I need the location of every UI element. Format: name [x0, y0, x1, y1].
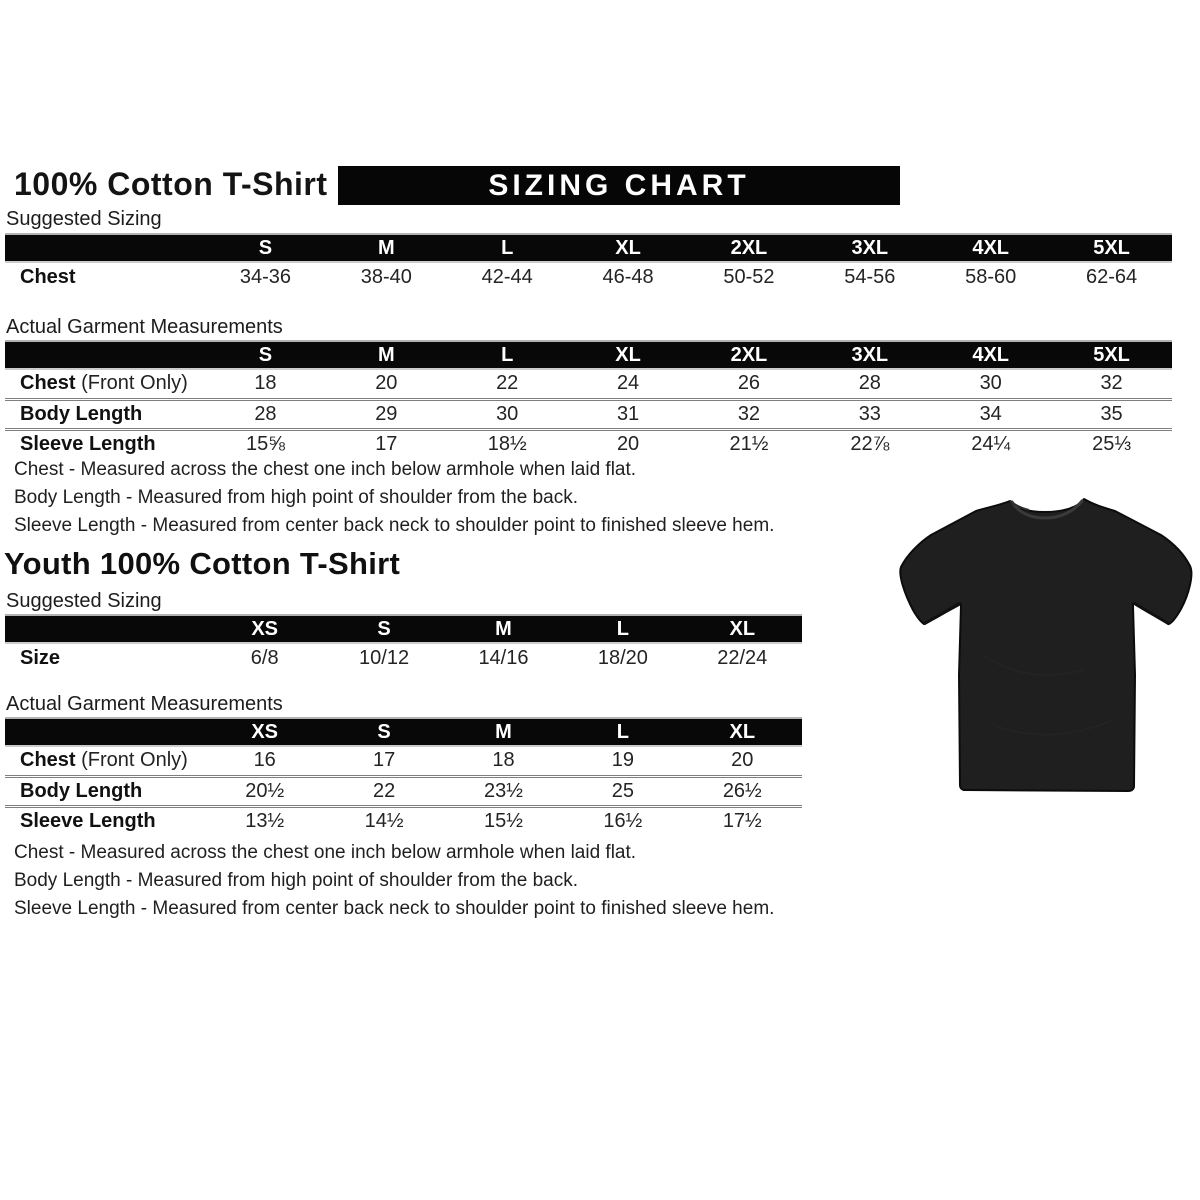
row-label: Chest	[20, 266, 76, 288]
column-header-l: L	[563, 718, 682, 746]
column-header-xs: XS	[205, 718, 324, 746]
table-corner-cell	[5, 718, 205, 746]
table-cell: 16	[253, 749, 276, 772]
table-cell: 24¼	[930, 429, 1051, 459]
column-header-s: S	[324, 718, 443, 746]
table-cell: 24	[616, 372, 640, 395]
note-body-length: Body Length - Measured from high point of shoulder from the back.	[14, 487, 578, 508]
column-header-m: M	[326, 234, 447, 262]
youth-actual-measurements-label: Actual Garment Measurements	[6, 693, 283, 715]
column-header-5xl: 5XL	[1051, 341, 1172, 369]
adult-measurement-notes	[14, 460, 774, 544]
column-header-s: S	[205, 341, 326, 369]
table-cell: 22	[496, 372, 519, 395]
column-header-xl: XL	[568, 341, 689, 369]
table-cell: 26	[737, 372, 761, 395]
row-label: Chest (Front Only)	[20, 372, 188, 395]
column-header-4xl: 4XL	[930, 234, 1051, 262]
column-header-m: M	[326, 341, 447, 369]
table-cell: 30	[447, 399, 568, 429]
table-cell: 31	[568, 399, 689, 429]
table-cell: 28	[205, 399, 326, 429]
note-chest: Chest - Measured across the chest one inch below armhole when laid flat.	[14, 459, 637, 480]
table-cell: 14/16	[478, 647, 529, 669]
column-header-5xl: 5XL	[1051, 234, 1172, 262]
table-cell: 46-48	[602, 266, 654, 288]
row-label: Chest (Front Only)	[20, 749, 188, 772]
adult-actual-measurements-table	[5, 340, 1172, 459]
youth-actual-measurements-table	[5, 717, 802, 836]
page-title: 100% Cotton T-Shirt	[14, 166, 328, 202]
table-row	[5, 776, 802, 806]
column-header-xl: XL	[568, 234, 689, 262]
table-cell: 32	[689, 399, 810, 429]
column-header-3xl: 3XL	[809, 341, 930, 369]
header-row	[5, 718, 802, 746]
note-sleeve-length: Sleeve Length - Measured from center back neck to shoulder point to finished sleeve hem.	[14, 515, 775, 536]
column-header-l: L	[447, 234, 568, 262]
column-header-l: L	[447, 341, 568, 369]
table-cell: 34-36	[239, 266, 292, 288]
header-row	[5, 341, 1172, 369]
table-cell: 23½	[444, 776, 563, 806]
sizing-table	[5, 717, 802, 836]
table-cell: 34	[930, 399, 1051, 429]
table-cell: 42-44	[481, 266, 533, 288]
column-header-s: S	[324, 615, 443, 643]
row-label: Sleeve Length	[5, 429, 205, 459]
column-header-m: M	[444, 718, 563, 746]
table-cell: 20½	[205, 776, 324, 806]
table-cell: 6/8	[250, 647, 279, 669]
table-cell: 18½	[447, 429, 568, 459]
table-cell: 19	[611, 749, 634, 772]
column-header-4xl: 4XL	[930, 341, 1051, 369]
table-row	[5, 806, 802, 836]
row-label: Body Length	[5, 399, 205, 429]
adult-suggested-sizing-label: Suggested Sizing	[6, 208, 162, 230]
table-cell: 17½	[683, 806, 802, 836]
table-row	[5, 643, 802, 673]
sizing-table	[5, 340, 1172, 459]
youth-suggested-sizing-label: Suggested Sizing	[6, 590, 162, 612]
sizing-table	[5, 614, 802, 673]
table-cell: 10/12	[359, 647, 410, 669]
table-corner-cell	[5, 615, 205, 643]
header-row	[5, 234, 1172, 262]
column-header-2xl: 2XL	[689, 234, 810, 262]
table-cell: 22	[324, 776, 443, 806]
adult-suggested-sizing-table	[5, 233, 1172, 292]
table-cell: 29	[326, 399, 447, 429]
note-chest: Chest - Measured across the chest one inch below armhole when laid flat.	[14, 842, 637, 863]
column-header-3xl: 3XL	[809, 234, 930, 262]
table-corner-cell	[5, 234, 205, 262]
table-row	[5, 746, 802, 776]
youth-section-title: Youth 100% Cotton T-Shirt	[4, 546, 401, 581]
table-row	[5, 262, 1172, 292]
table-cell: 20	[375, 372, 398, 395]
table-cell: 30	[979, 372, 1002, 395]
column-header-xl: XL	[683, 615, 802, 643]
table-row	[5, 369, 1172, 399]
row-label: Size	[20, 647, 61, 669]
table-cell: 16½	[563, 806, 682, 836]
table-cell: 17	[326, 429, 447, 459]
table-cell: 18	[254, 372, 277, 395]
youth-suggested-sizing-table	[5, 614, 802, 673]
adult-actual-measurements-label: Actual Garment Measurements	[6, 316, 283, 338]
column-header-s: S	[205, 234, 326, 262]
table-cell: 32	[1100, 372, 1123, 395]
table-row	[5, 429, 1172, 459]
table-cell: 18	[492, 749, 515, 772]
table-cell: 62-64	[1085, 266, 1138, 288]
row-label: Sleeve Length	[5, 806, 205, 836]
table-cell: 15⅝	[205, 429, 326, 459]
column-header-xs: XS	[205, 615, 324, 643]
table-cell: 26½	[683, 776, 802, 806]
table-cell: 18/20	[597, 647, 648, 669]
table-cell: 35	[1051, 399, 1172, 429]
sizing-chart-banner: SIZING CHART	[338, 166, 900, 205]
table-row	[5, 399, 1172, 429]
table-corner-cell	[5, 341, 205, 369]
note-body-length: Body Length - Measured from high point of shoulder from the back.	[14, 870, 578, 891]
table-cell: 20	[568, 429, 689, 459]
table-cell: 50-52	[723, 266, 775, 288]
table-cell: 28	[858, 372, 881, 395]
tshirt-illustration	[893, 475, 1198, 810]
note-sleeve-length: Sleeve Length - Measured from center back neck to shoulder point to finished sleeve hem.	[14, 898, 775, 919]
header-row	[5, 615, 802, 643]
table-cell: 17	[372, 749, 396, 772]
youth-measurement-notes	[14, 843, 774, 927]
row-label-suffix: (Front Only)	[75, 749, 188, 772]
column-header-xl: XL	[683, 718, 802, 746]
table-cell: 13½	[205, 806, 324, 836]
table-cell: 25	[563, 776, 682, 806]
row-label-suffix: (Front Only)	[75, 372, 188, 395]
table-cell: 22⅞	[809, 429, 930, 459]
table-cell: 25⅓	[1051, 429, 1172, 459]
table-cell: 14½	[324, 806, 443, 836]
table-cell: 21½	[689, 429, 810, 459]
table-cell: 15½	[444, 806, 563, 836]
sizing-table	[5, 233, 1172, 292]
column-header-2xl: 2XL	[689, 341, 810, 369]
table-cell: 22/24	[717, 647, 768, 669]
tshirt-image	[893, 475, 1198, 810]
row-label: Body Length	[5, 776, 205, 806]
table-cell: 20	[731, 749, 754, 772]
column-header-l: L	[563, 615, 682, 643]
table-cell: 33	[809, 399, 930, 429]
table-cell: 58-60	[965, 266, 1017, 288]
table-cell: 38-40	[360, 266, 412, 288]
table-cell: 54-56	[844, 266, 896, 288]
column-header-m: M	[444, 615, 563, 643]
